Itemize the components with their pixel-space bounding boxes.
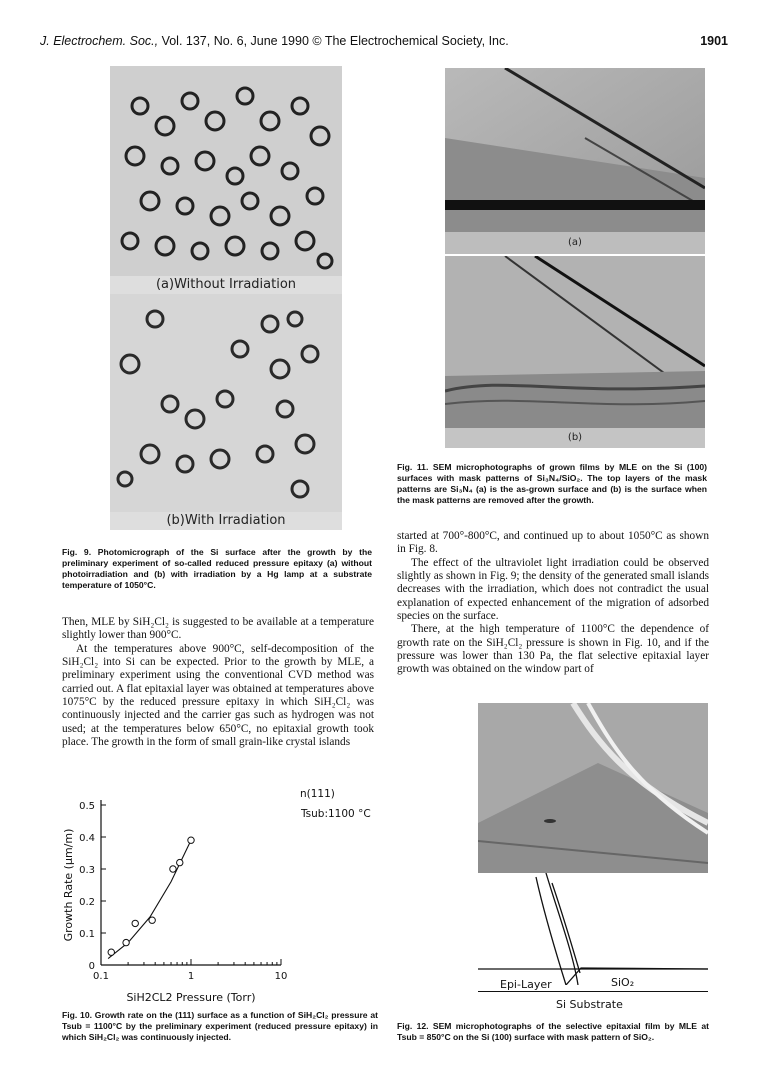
fig9a-label: (a)Without Irradiation [110,276,342,294]
fig11b-label: (b) [445,428,705,448]
fig10-caption: Fig. 10. Growth rate on the (111) surface as a function of SiH₂Cl₂ pressure at Tsub = 1100°C by the preliminary experiment (reduced pressure epitaxy) in which SiH₂Cl₂ was continuously injected. [62,1010,378,1042]
fig9-caption: Fig. 9. Photomicrograph of the Si surface after the growth by the preliminary experiment of so-called reduced pressure epitaxy (a) without photoirradiation and (b) with irradiation by a Hg lamp at a substrate temperature of 1050°C. [62,547,372,590]
data-point [108,949,114,955]
journal-name: J. Electrochem. Soc., [40,34,159,48]
data-point [132,920,138,926]
sio2-label: SiO₂ [611,976,635,989]
journal-citation: Vol. 137, No. 6, June 1990 © The Electrochemical Society, Inc. [158,34,509,48]
y-tick-label: 0.5 [79,801,95,812]
x-tick-label: 0.1 [93,971,109,982]
left-paragraph-1: Then, MLE by SiH₂Cl₂ is suggested to be available at a temperature slightly lower than 900°C. [62,616,374,642]
chart-annotation-surface: n(111) [300,788,335,800]
y-tick-label: 0.3 [79,865,95,876]
page-number: 1901 [700,34,728,48]
epi-layer-label: Epi-Layer [500,978,552,991]
x-axis-label: SiH2CL2 Pressure (Torr) [126,991,256,1004]
fit-curve [108,840,191,958]
y-tick-label: 0 [88,961,95,972]
chart-annotation-temperature: Tsub:1100 °C [301,808,371,820]
y-axis-label: Growth Rate (μm/m) [62,828,75,942]
data-point [149,917,155,923]
fig11a-label: (a) [445,232,705,254]
fig12-caption: Fig. 12. SEM microphotographs of the selective epitaxial film by MLE at Tsub = 850°C on the Si (100) surface with mask pattern of SiO₂. [397,1021,709,1042]
fig11-caption: Fig. 11. SEM microphotographs of grown films by MLE on the Si (100) surfaces with mask patterns of Si₃N₄/SiO₂. The top layers of the mask patterns are Si₃N₄ (a) is the as-grown surface and (b) is the surface when the mask patterns are removed after the growth. [397,462,707,505]
substrate-boundary-line [478,991,708,992]
x-tick-label: 10 [274,971,288,982]
fig9a-photomicrograph [110,66,342,276]
fig10-chart [56,795,306,1005]
y-tick-label: 0.1 [79,929,95,940]
right-paragraph-2: The effect of the ultraviolet light irradiation could be observed slightly as shown in Fig. 9; the density of the generated small islands decreases with the irradiation, which does not contradict the usual explanation of expected enhancement of the migration of adsorbed species on the surface. [397,556,709,622]
y-tick-label: 0.2 [79,897,95,908]
data-point [170,866,176,872]
right-body-text [397,530,709,677]
fig11b-sem-photo [445,256,705,428]
fig11a-sem-photo [445,68,705,232]
data-point [123,939,129,945]
left-body-text [62,616,374,749]
fig12-schematic [478,873,708,985]
right-paragraph-1: started at 700°-800°C, and continued up to about 1050°C as shown in Fig. 8. [397,530,709,556]
y-tick-label: 0.4 [79,833,95,844]
data-point [188,837,194,843]
running-header [40,34,509,48]
right-paragraph-3: There, at the high temperature of 1100°C the dependence of growth rate on the SiH₂Cl₂ pressure is shown in Fig. 10, and if the pressure was lower than 130 Pa, the flat selective epitaxial layer growth was obtained on the window part of [397,623,709,676]
si-substrate-label: Si Substrate [556,998,623,1011]
fig9b-photomicrograph [110,294,342,512]
fig12-sem-photo [478,703,708,873]
data-point [177,859,183,865]
fig9b-label: (b)With Irradiation [110,512,342,530]
left-paragraph-2: At the temperatures above 900°C, self-decomposition of the SiH₂Cl₂ into Si can be expected. Prior to the growth by MLE, a preliminary experiment using the conventional CVD method was carried out. A flat epitaxial layer was obtained at temperatures above 1075°C by the reduced pressure epitaxy in which SiH₂Cl₂ was continuously injected and the carrier gas such as hydrogen was not used; at the temperatures below 650°C, no epitaxial growth took place. The growth in the form of small grain-like crystal islands [62,642,374,748]
x-tick-label: 1 [187,971,195,982]
